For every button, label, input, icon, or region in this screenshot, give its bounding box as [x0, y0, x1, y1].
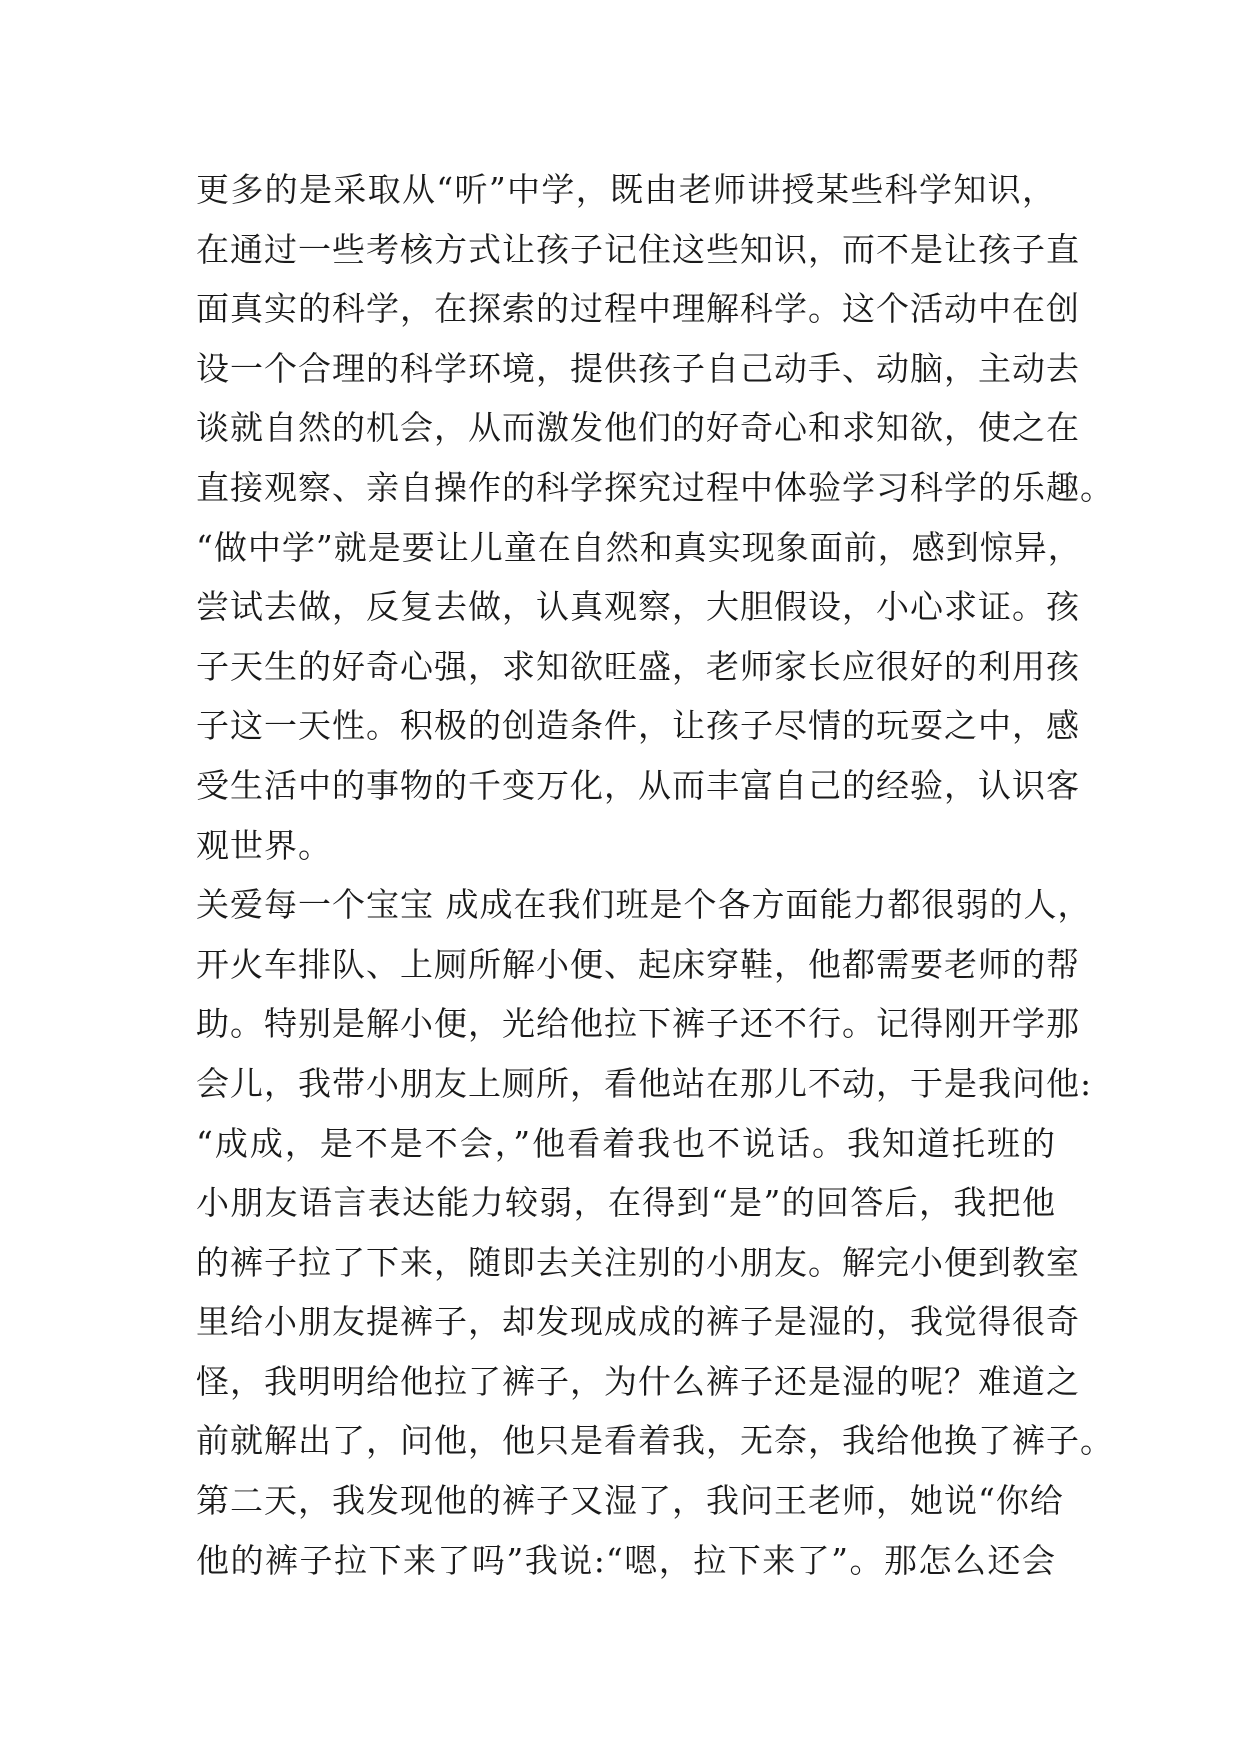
text-line: 关爱每一个宝宝 成成在我们班是个各方面能力都很弱的人，	[196, 885, 1092, 925]
text-line: 怪，我明明给他拉了裤子，为什么裤子还是湿的呢？难道之	[196, 1361, 1080, 1401]
text-line: 助。特别是解小便，光给他拉下裤子还不行。记得刚开学那	[196, 1004, 1080, 1044]
text-line: 尝试去做，反复去做，认真观察，大胆假设，小心求证。孩	[196, 587, 1080, 627]
text-line: 前就解出了，问他，他只是看着我，无奈，我给他换了裤子。	[196, 1421, 1114, 1461]
text-line: 直接观察、亲自操作的科学探究过程中体验学习科学的乐趣。	[196, 467, 1114, 507]
text-line: 更多的是采取从“听”中学，既由老师讲授某些科学知识，	[196, 170, 1056, 209]
text-line: 的裤子拉了下来，随即去关注别的小朋友。解完小便到教室	[196, 1242, 1080, 1282]
text-line: 会儿，我带小朋友上厕所，看他站在那儿不动，于是我问他:	[196, 1063, 1093, 1103]
text-line: 第二天，我发现他的裤子又湿了，我问王老师，她说“你给	[196, 1481, 1064, 1521]
text-line: “成成，是不是不会，”他看着我也不说话。我知道托班的	[196, 1123, 1056, 1163]
text-line: 面真实的科学，在探索的过程中理解科学。这个活动中在创	[196, 289, 1080, 329]
text-line: 里给小朋友提裤子，却发现成成的裤子是湿的，我觉得很奇	[196, 1302, 1080, 1342]
text-line: 受生活中的事物的千变万化，从而丰富自己的经验，认识客	[196, 765, 1080, 805]
text-line: 小朋友语言表达能力较弱，在得到“是”的回答后，我把他	[196, 1183, 1056, 1223]
text-line: 在通过一些考核方式让孩子记住这些知识，而不是让孩子直	[196, 229, 1080, 269]
text-line: 谈就自然的机会，从而激发他们的好奇心和求知欲，使之在	[196, 408, 1080, 448]
text-line: 子天生的好奇心强，求知欲旺盛，老师家长应很好的利用孩	[196, 646, 1080, 686]
text-line: “做中学”就是要让儿童在自然和真实现象面前，感到惊异，	[196, 527, 1082, 567]
body-text	[196, 160, 1114, 1590]
text-line: 观世界。	[196, 825, 332, 865]
text-line: 开火车排队、上厕所解小便、起床穿鞋，他都需要老师的帮	[196, 944, 1080, 984]
text-line: 子这一天性。积极的创造条件，让孩子尽情的玩耍之中，感	[196, 706, 1080, 746]
text-line: 设一个合理的科学环境，提供孩子自己动手、动脑，主动去	[196, 348, 1080, 388]
text-line: 他的裤子拉下来了吗”我说:“嗯，拉下来了”。那怎么还会	[196, 1540, 1056, 1580]
